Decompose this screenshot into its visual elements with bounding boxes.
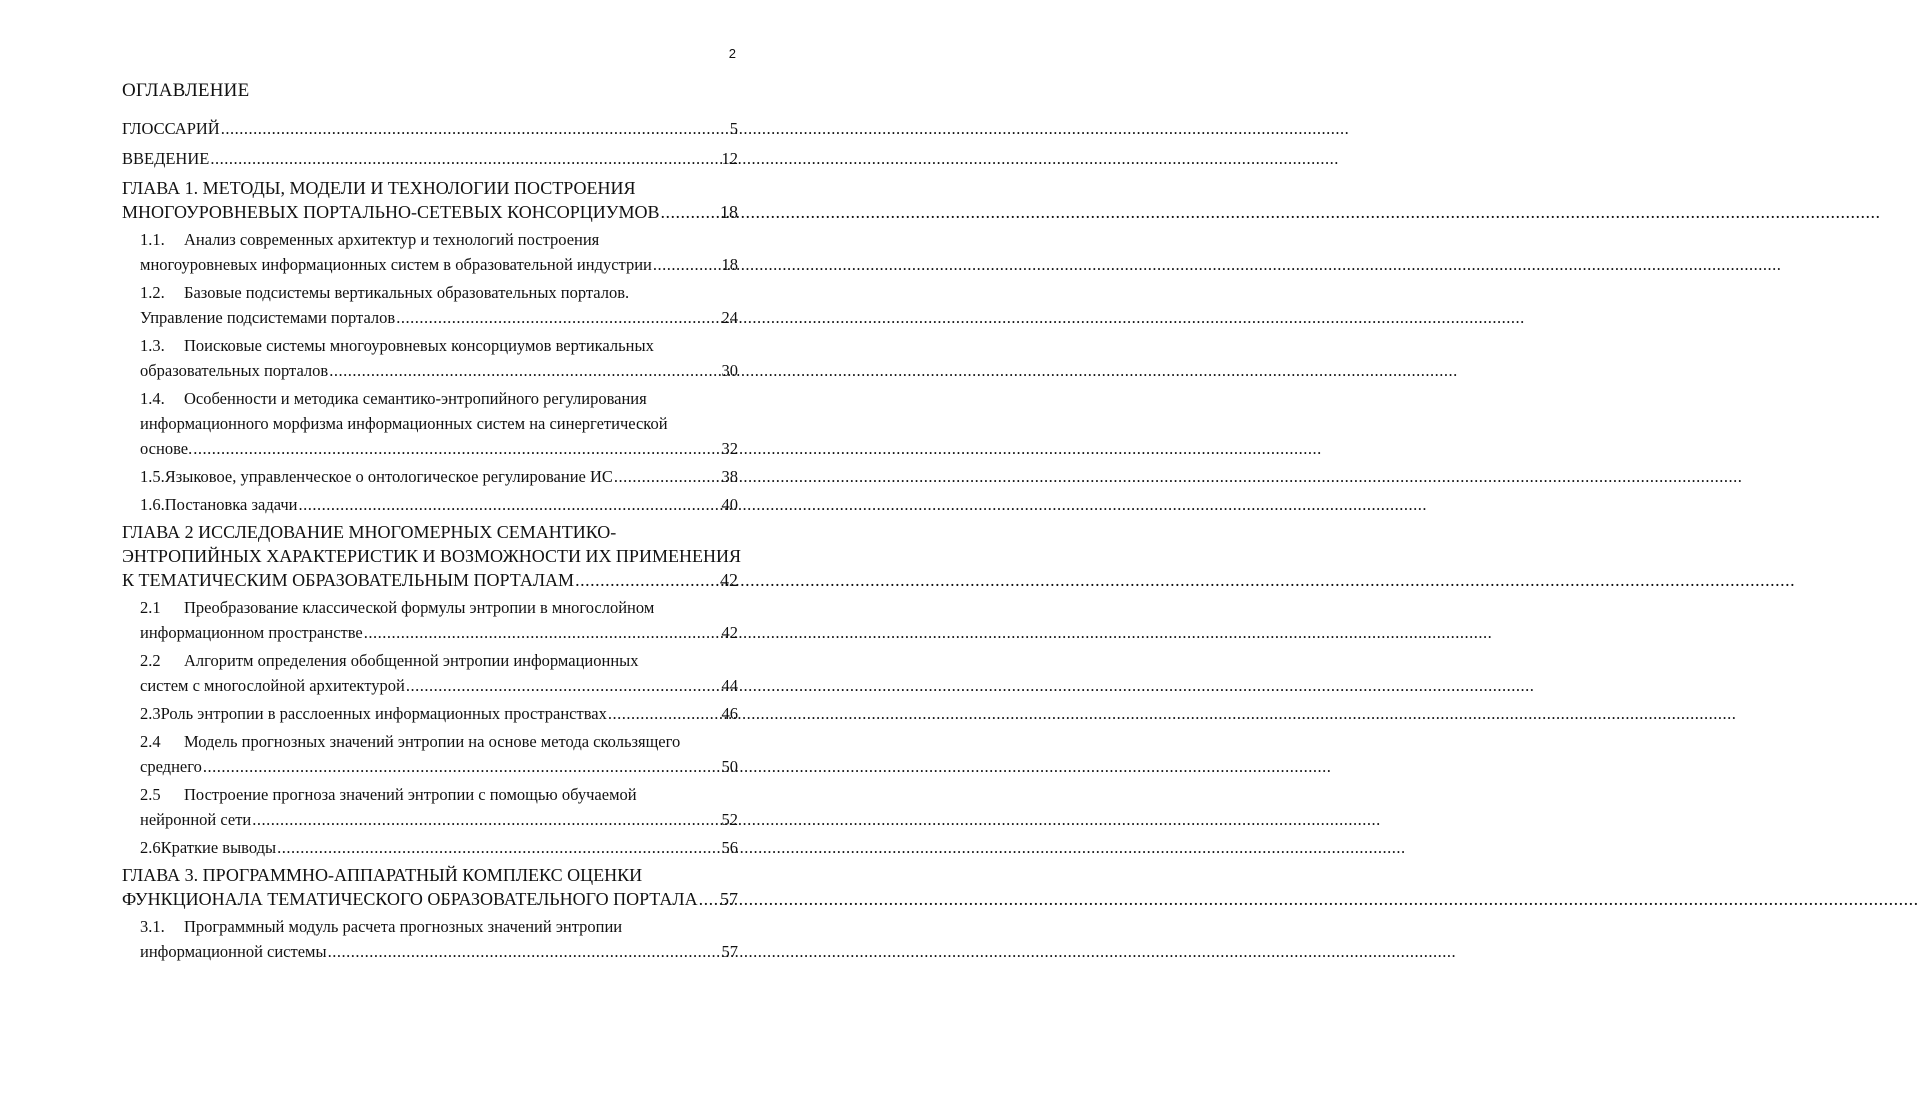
toc-leader-dots	[364, 620, 721, 645]
toc-entry-text: нейронной сети	[140, 810, 252, 829]
toc-entry-line	[140, 620, 738, 645]
toc-entry-line	[140, 673, 738, 698]
toc-leader-dots	[575, 568, 719, 592]
toc-entry-line	[122, 887, 738, 911]
toc-subsection-entry[interactable]	[122, 914, 738, 964]
toc-entry-number: 1.2.	[140, 283, 165, 302]
toc-page-number: 30	[721, 361, 738, 380]
toc-page-number: 42	[720, 570, 738, 590]
toc-subsection-entry[interactable]	[122, 648, 738, 698]
toc-page-number: 38	[721, 467, 738, 486]
toc-entry-line	[140, 754, 738, 779]
toc-entry-text: Особенности и методика семантико-энтропийного регулирования	[184, 389, 647, 408]
toc-leader-dots	[193, 436, 720, 461]
toc-entry-line	[140, 280, 738, 305]
toc-entry-line	[140, 701, 738, 726]
toc-page-number: 5	[729, 119, 738, 138]
toc-entry-line	[122, 520, 738, 544]
toc-entry-number: 2.4	[140, 732, 161, 751]
toc-leader-dots	[608, 701, 721, 726]
toc-entry-text: среднего	[140, 757, 202, 776]
table-of-contents	[122, 116, 741, 967]
toc-entry-number: 2.1	[140, 598, 161, 617]
toc-subsection-entry[interactable]	[122, 280, 738, 330]
toc-entry-line	[140, 333, 738, 358]
toc-leader-dots	[210, 146, 720, 171]
toc-leader-dots	[329, 358, 720, 383]
toc-entry-line	[122, 200, 738, 224]
toc-entry-text: К ТЕМАТИЧЕСКИМ ОБРАЗОВАТЕЛЬНЫМ ПОРТАЛАМ	[122, 570, 575, 590]
toc-page-number: 52	[721, 810, 738, 829]
toc-entry-text: ФУНКЦИОНАЛА ТЕМАТИЧЕСКОГО ОБРАЗОВАТЕЛЬНОГО ПОРТАЛА	[122, 889, 698, 909]
toc-leader-dots	[661, 200, 719, 224]
toc-subsection-entry[interactable]	[122, 492, 738, 517]
toc-subsection-entry[interactable]	[122, 729, 738, 779]
toc-entry-text: основе.	[140, 439, 193, 458]
toc-entry-text: Модель прогнозных значений энтропии на основе метода скользящего	[184, 732, 681, 751]
toc-entry-text: ВВЕДЕНИЕ	[122, 149, 210, 168]
toc-entry-number: 1.6.	[140, 495, 165, 514]
toc-entry-text: образовательных порталов	[140, 361, 329, 380]
toc-page-number: 40	[721, 495, 738, 514]
toc-leader-dots	[277, 835, 720, 860]
toc-entry-text: Преобразование классической формулы энтропии в многослойном	[184, 598, 655, 617]
toc-entry-line	[140, 227, 738, 252]
toc-entry-line	[140, 782, 738, 807]
toc-subsection-entry[interactable]	[122, 701, 738, 726]
toc-entry-number: 2.2	[140, 651, 161, 670]
toc-leader-dots	[252, 807, 720, 832]
toc-entry-number: 1.5.	[140, 467, 165, 486]
toc-entry-line	[140, 914, 738, 939]
toc-entry-line	[122, 176, 738, 200]
toc-entry-number: 2.6	[140, 838, 161, 857]
toc-entry-line	[140, 411, 738, 436]
page-number: 2	[728, 46, 736, 61]
toc-subsection-entry[interactable]	[122, 782, 738, 832]
toc-entry-line	[140, 386, 738, 411]
toc-subsection-entry[interactable]	[122, 333, 738, 383]
toc-entry-text: Анализ современных архитектур и технологий построения	[184, 230, 600, 249]
toc-entry-line	[122, 146, 738, 171]
toc-page-number: 57	[720, 889, 738, 909]
toc-page-number: 50	[721, 757, 738, 776]
toc-title: ОГЛАВЛЕНИЕ	[122, 80, 250, 101]
toc-entry-text: систем с многослойной архитектурой	[140, 676, 405, 695]
toc-page-number: 18	[720, 202, 738, 222]
toc-leader-dots	[221, 116, 729, 141]
toc-chapter-entry[interactable]	[122, 863, 738, 911]
toc-entry-line	[140, 939, 738, 964]
toc-entry-line	[140, 492, 738, 517]
toc-page-number: 12	[721, 149, 738, 168]
toc-entry-text: Краткие выводы	[160, 838, 277, 857]
toc-entry-line	[140, 464, 738, 489]
toc-subsection-entry[interactable]	[122, 835, 738, 860]
toc-leader-dots	[699, 887, 719, 911]
toc-page-number: 24	[721, 308, 738, 327]
toc-entry-text: Постановка задачи	[164, 495, 298, 514]
toc-entry-number: 1.3.	[140, 336, 165, 355]
toc-page-number: 42	[721, 623, 738, 642]
toc-entry[interactable]	[122, 146, 738, 171]
toc-leader-dots	[653, 252, 721, 277]
toc-page-number: 32	[721, 439, 738, 458]
toc-subsection-entry[interactable]	[122, 386, 738, 461]
toc-entry-text: Языковое, управленческое о онтологическое регулирование ИС	[164, 467, 613, 486]
toc-entry-text: информационном пространстве	[140, 623, 363, 642]
toc-entry-line	[140, 807, 738, 832]
toc-entry-text: Программный модуль расчета прогнозных значений энтропии	[184, 917, 623, 936]
toc-leader-dots	[396, 305, 720, 330]
toc-entry-text: Поисковые системы многоуровневых консорциумов вертикальных	[184, 336, 654, 355]
toc-page-number: 56	[721, 838, 738, 857]
toc-entry-text: информационного морфизма информационных систем на синергетической	[140, 414, 668, 433]
toc-entry-line	[140, 595, 738, 620]
toc-entry-text: Построение прогноза значений энтропии с помощью обучаемой	[184, 785, 637, 804]
toc-chapter-entry[interactable]	[122, 176, 738, 224]
toc-entry-text: МНОГОУРОВНЕВЫХ ПОРТАЛЬНО-СЕТЕВЫХ КОНСОРЦИУМОВ	[122, 202, 660, 222]
toc-entry-text: ГЛАВА 2 ИССЛЕДОВАНИЕ МНОГОМЕРНЫХ СЕМАНТИКО-	[122, 522, 617, 542]
toc-entry-number: 2.5	[140, 785, 161, 804]
toc-entry-text: Роль энтропии в расслоенных информационных пространствах	[160, 704, 607, 723]
toc-entry-text: ГЛАВА 1. МЕТОДЫ, МОДЕЛИ И ТЕХНОЛОГИИ ПОСТРОЕНИЯ	[122, 178, 636, 198]
toc-entry-number: 1.4.	[140, 389, 165, 408]
toc-subsection-entry[interactable]	[122, 227, 738, 277]
toc-entry-line	[140, 648, 738, 673]
toc-entry-line	[122, 863, 738, 887]
toc-leader-dots	[328, 939, 721, 964]
toc-entry-line	[140, 305, 738, 330]
toc-entry-line	[122, 544, 741, 568]
toc-entry-number: 1.1.	[140, 230, 165, 249]
toc-entry-line	[140, 729, 738, 754]
toc-subsection-entry[interactable]	[122, 464, 738, 489]
toc-leader-dots	[614, 464, 721, 489]
toc-entry-text: Алгоритм определения обобщенной энтропии информационных	[184, 651, 639, 670]
toc-page-number: 57	[721, 942, 738, 961]
toc-entry-line	[140, 358, 738, 383]
toc-leader-dots	[203, 754, 721, 779]
toc-entry-text: многоуровневых информационных систем в образовательной индустрии	[140, 255, 652, 274]
toc-chapter-entry[interactable]	[122, 520, 741, 592]
toc-entry-line	[140, 835, 738, 860]
toc-entry-number: 2.3	[140, 704, 161, 723]
toc-entry-text: ГЛОССАРИЙ	[122, 119, 220, 138]
toc-page-number: 18	[721, 255, 738, 274]
toc-entry-number: 3.1.	[140, 917, 165, 936]
toc-entry-text: информационной системы	[140, 942, 327, 961]
toc-entry-text: ЭНТРОПИЙНЫХ ХАРАКТЕРИСТИК И ВОЗМОЖНОСТИ ИХ ПРИМЕНЕНИЯ	[122, 546, 741, 566]
toc-page-number: 46	[721, 704, 738, 723]
toc-entry-line	[140, 436, 738, 461]
toc-entry-text: Базовые подсистемы вертикальных образовательных порталов.	[184, 283, 630, 302]
toc-page-number: 44	[721, 676, 738, 695]
toc-entry-line	[122, 116, 738, 141]
toc-entry-text: Управление подсистемами порталов	[140, 308, 396, 327]
toc-entry-line	[122, 568, 738, 592]
toc-entry-line	[140, 252, 738, 277]
toc-entry[interactable]	[122, 116, 738, 141]
toc-leader-dots	[406, 673, 721, 698]
toc-subsection-entry[interactable]	[122, 595, 738, 645]
toc-leader-dots	[299, 492, 721, 517]
toc-entry-text: ГЛАВА 3. ПРОГРАММНО-АППАРАТНЫЙ КОМПЛЕКС ОЦЕНКИ	[122, 865, 643, 885]
